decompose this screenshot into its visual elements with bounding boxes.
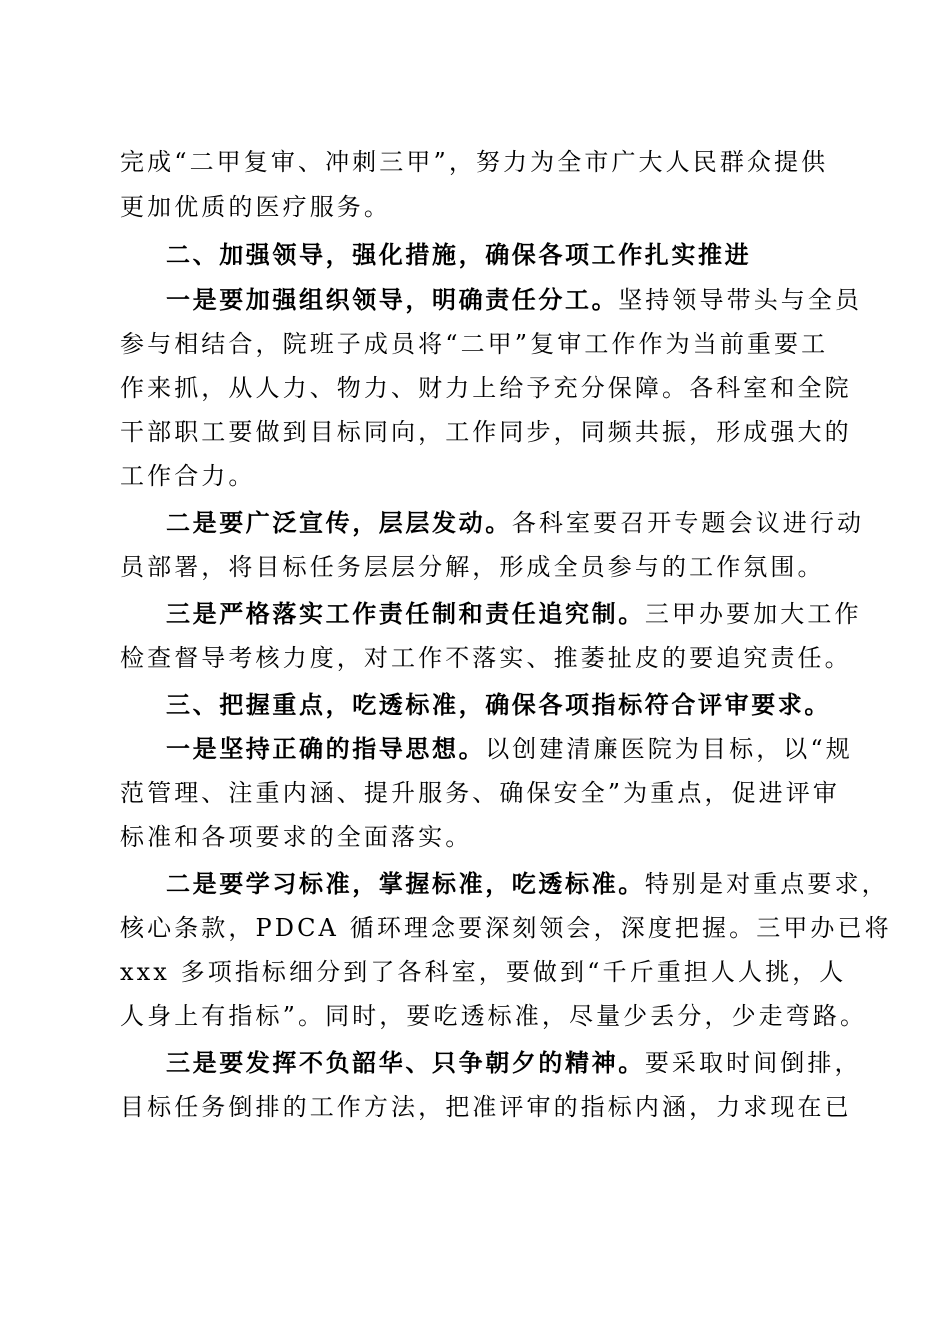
paragraph-lead: 三是严格落实工作责任制和责任追究制。 [166, 600, 645, 628]
paragraph-lead: 三是要发挥不负韶华、只争朝夕的精神。 [166, 1049, 645, 1077]
paragraph-line: 完成“二甲复审、冲刺三甲”，努力为全市广大人民群众提供 [120, 148, 829, 176]
paragraph-line: 人身上有指标”。同时，要吃透标准，尽量少丢分，少走弯路。 [120, 1002, 868, 1030]
paragraph-line: 作来抓，从人力、物力、财力上给予充分保障。各科室和全院 [120, 374, 852, 402]
paragraph-text: 要采取时间倒排， [644, 1049, 862, 1077]
paragraph-line: 员部署，将目标任务层层分解，形成全员参与的工作氛围。 [120, 553, 825, 581]
paragraph-line: 工作合力。 [120, 462, 256, 490]
paragraph-line: xxx 多项指标细分到了各科室，要做到“千斤重担人人挑，人 [120, 958, 847, 986]
paragraph-line: 范管理、注重内涵、提升服务、确保安全”为重点，促进评审 [120, 779, 840, 807]
paragraph-lead: 二是要学习标准，掌握标准，吃透标准。 [166, 870, 645, 898]
paragraph-line [166, 505, 864, 541]
section-heading-3: 三、把握重点，吃透标准，确保各项指标符合评审要求。 [166, 691, 831, 719]
paragraph-text: 坚持领导带头与全员 [618, 286, 863, 314]
paragraph-line: 核心条款，PDCA 循环理念要深刻领会，深度把握。三甲办已将 [120, 914, 892, 942]
paragraph-text: 特别是对重点要求， [644, 870, 889, 898]
paragraph-line [166, 1045, 862, 1081]
paragraph-line: 检查督导考核力度，对工作不落实、推萎扯皮的要追究责任。 [120, 644, 852, 672]
paragraph-line [166, 731, 853, 767]
paragraph-line: 参与相结合，院班子成员将“二甲”复审工作作为当前重要工 [120, 330, 829, 358]
paragraph-line: 目标任务倒排的工作方法，把准评审的指标内涵，力求现在已 [120, 1093, 852, 1121]
paragraph-line: 干部职工要做到目标同向，工作同步，同频共振，形成强大的 [120, 418, 852, 446]
paragraph-line [166, 866, 889, 902]
paragraph-lead: 一是坚持正确的指导思想。 [166, 735, 486, 763]
paragraph-lead: 一是要加强组织领导，明确责任分工。 [166, 286, 619, 314]
section-heading-2: 二、加强领导，强化措施，确保各项工作扎实推进 [166, 241, 752, 269]
paragraph-line: 标准和各项要求的全面落实。 [120, 823, 473, 851]
paragraph-text: 以创建清廉医院为目标，以“规 [485, 735, 853, 763]
paragraph-text: 各科室要召开专题会议进行动 [511, 509, 865, 537]
paragraph-line: 更加优质的医疗服务。 [120, 193, 391, 221]
paragraph-line [166, 596, 862, 632]
paragraph-lead: 二是要广泛宣传，层层发动。 [166, 509, 512, 537]
paragraph-text: 三甲办要加大工作 [644, 600, 862, 628]
paragraph-line [166, 282, 862, 318]
